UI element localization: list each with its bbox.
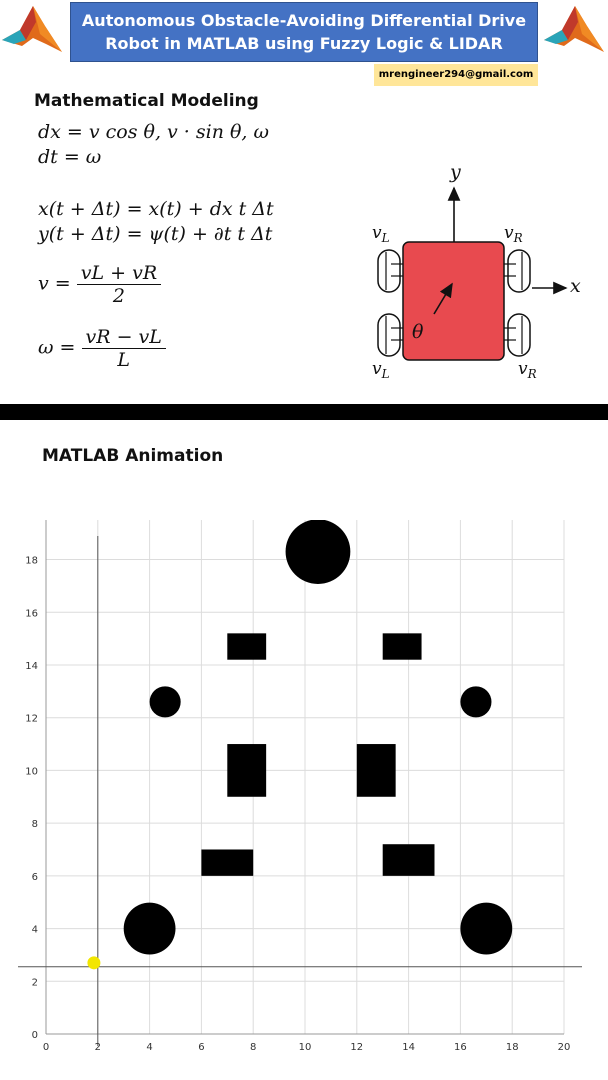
label-vl-top: $v_L$ — [372, 223, 390, 245]
diagram-y-label: y — [450, 161, 461, 183]
obstacle-rect — [227, 744, 266, 797]
equation-omega-denominator: L — [117, 349, 130, 371]
robot-marker — [87, 956, 100, 969]
obstacle-rect — [383, 633, 422, 659]
plot-obstacles — [124, 520, 513, 954]
email-badge: mrengineer294@gmail.com — [374, 64, 538, 86]
x-tick-label: 2 — [94, 1042, 101, 1053]
wheel-left-top — [378, 250, 403, 292]
header-title-line2: Robot in MATLAB using Fuzzy Logic & LIDAR — [105, 34, 503, 53]
x-tick-label: 8 — [250, 1042, 257, 1053]
x-tick-label: 4 — [146, 1042, 153, 1053]
obstacle-circle — [150, 686, 181, 717]
y-tick-label: 18 — [25, 555, 38, 567]
x-tick-label: 0 — [42, 1042, 50, 1053]
diagram-x-label: x — [570, 275, 581, 297]
plot-ticks — [25, 556, 570, 1053]
wheel-right-bottom — [504, 314, 530, 356]
y-tick-label: 4 — [31, 924, 38, 936]
equation-v-denominator: 2 — [112, 285, 125, 307]
x-tick-label: 18 — [505, 1042, 519, 1053]
y-tick-label: 0 — [31, 1030, 38, 1041]
diagram-theta-label: θ — [412, 321, 424, 343]
header-title-line1: Autonomous Obstacle-Avoiding Differential Drive — [81, 11, 527, 30]
animation-title: MATLAB Animation — [42, 446, 224, 466]
wheel-left-bottom — [378, 314, 403, 356]
equation-v-fraction — [77, 262, 161, 307]
x-tick-label: 6 — [198, 1042, 205, 1053]
obstacle-rect — [357, 744, 396, 797]
modeling-title: Mathematical Modeling — [34, 91, 259, 111]
equation-v-numerator: vL + vR — [77, 262, 161, 285]
equation-v-lhs: v = — [38, 272, 71, 295]
equation-v — [38, 262, 161, 307]
x-tick-label: 20 — [557, 1042, 571, 1053]
matlab-membrane-icon — [0, 0, 66, 60]
obstacle-circle — [460, 686, 491, 717]
obstacle-rect — [383, 844, 435, 876]
x-tick-label: 16 — [454, 1042, 467, 1053]
equation-dx: dx = v cos θ, v · sin θ, ω — [38, 121, 270, 143]
header-title — [70, 2, 538, 62]
robot-diagram — [360, 160, 600, 390]
section-divider — [0, 404, 608, 420]
obstacle-circle — [286, 520, 351, 584]
obstacle-circle — [124, 903, 176, 955]
y-tick-label: 12 — [25, 713, 38, 725]
obstacle-rect — [227, 633, 266, 659]
wheel-right-top — [504, 250, 530, 292]
y-tick-label: 10 — [25, 766, 38, 778]
obstacle-circle — [460, 903, 512, 955]
equation-dt: dt = ω — [38, 146, 102, 168]
matlab-logo-right — [542, 0, 608, 60]
equation-x-update: x(t + Δt) = x(t) + dx t Δt — [38, 198, 274, 220]
equation-omega-numerator: vR − vL — [82, 326, 166, 349]
equation-omega — [38, 326, 166, 371]
obstacle-rect — [201, 849, 253, 875]
x-tick-label: 12 — [350, 1042, 364, 1053]
x-tick-label: 10 — [298, 1042, 312, 1053]
x-tick-label: 14 — [402, 1042, 415, 1053]
y-tick-label: 14 — [25, 660, 38, 672]
animation-plot — [0, 520, 608, 1080]
equation-y-update: y(t + Δt) = ψ(t) + ∂t t Δt — [38, 223, 273, 245]
label-vl-bottom: $v_L$ — [372, 359, 390, 381]
y-tick-label: 8 — [31, 819, 38, 831]
label-vr-bottom: $v_R$ — [518, 359, 537, 381]
y-tick-label: 6 — [31, 871, 38, 883]
y-tick-label: 16 — [25, 608, 38, 620]
equation-omega-lhs: ω = — [38, 336, 76, 359]
plot-grid — [46, 520, 564, 1034]
y-tick-label: 2 — [31, 977, 38, 989]
equation-omega-fraction — [82, 326, 166, 371]
matlab-membrane-icon — [542, 0, 608, 60]
matlab-logo-left — [0, 0, 66, 60]
label-vr-top: $v_R$ — [504, 223, 523, 245]
